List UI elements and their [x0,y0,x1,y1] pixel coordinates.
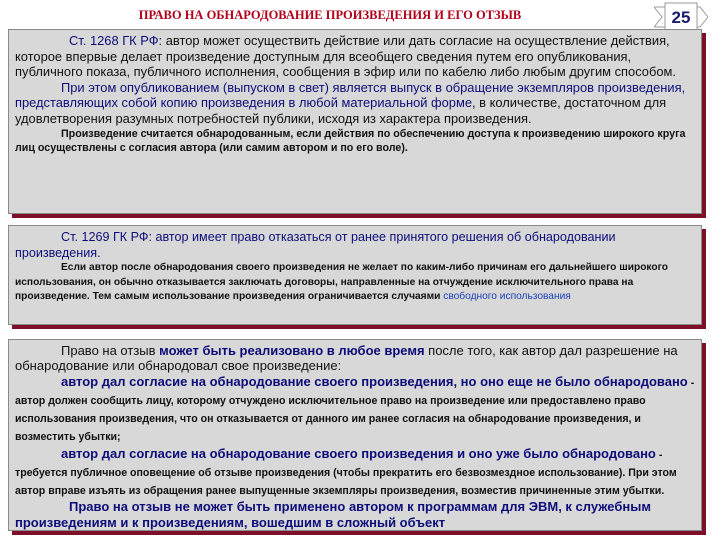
case-not-disclosed-text: - автор должен сообщить лицу, которому отчуждено исключительное право на произведение или предоставлено право использования произведения, что он отказывается от данного им ранее согласия на обнародование произведения, и возместить убытки; [15,377,695,444]
article-1269-explanation-text: Если автор после обнародования своего произведения не желает по каким-либо причинам его дальнейшего широкого использования, он обычно отказывается заключать договоры, направленные на отчуждение исключительного права на произведение. Тем самым использование произведения ограничивается случаями [15,262,668,303]
withdrawal-intro-c: после того, как автор дал разрешение на обнародование или обнародовал свое произведение: [15,343,678,374]
disclosure-note: Произведение считается обнародованным, если действия по обеспечению доступа к произведению широкого круга лиц осуществлены с согласия автора (или самим автором и по его воле). [15,127,686,154]
article-1268-box [8,29,702,214]
case-not-disclosed [15,373,695,445]
free-use-link[interactable]: свободного использования [443,291,571,303]
publication-definition-emphasis: При этом опубликованием (выпуском в свет) является выпуск в обращение экземпляров произведения, представляющих собой копию произведения в любой материальной форме [15,79,686,111]
publication-definition-paragraph [15,80,695,127]
article-1269-paragraph: Ст. 1269 ГК РФ: автор имеет право отказаться от ранее принятого решения об обнародовании произведения. [15,230,616,260]
article-1269-box [8,225,702,325]
page-title: ПРАВО НА ОБНАРОДОВАНИЕ ПРОИЗВЕДЕНИЯ И ЕГО ОТЗЫВ [138,8,522,22]
publication-definition-text: , в количестве, достаточном для удовлетворения разумных потребностей публики, исходя из характера произведения. [15,95,667,126]
article-1268-paragraph [15,33,695,80]
case-disclosed-head: автор дал согласие на обнародование своего произведения и оно уже было обнародовано [61,446,656,462]
article-1269-explanation [15,261,695,305]
withdrawal-intro-emphasis: может быть реализовано в любое время [159,343,425,358]
case-disclosed-text: - требуется публичное оповещение об отзыве произведения (чтобы прекратить его безвозмездное использование). При этом автор вправе изъять из обращения ранее выпущенные экземпляры произведения, возместив причиненные этим убытки. [15,449,677,498]
article-1268-label: Ст. 1268 ГК РФ: [69,33,163,48]
slide-number-badge [654,2,708,32]
withdrawal-right-box [8,339,702,531]
case-not-disclosed-head: автор дал согласие на обнародование своего произведения, но оно еще не было обнародовано [61,374,688,390]
withdrawal-intro-paragraph [15,343,695,373]
slide-number: 25 [671,8,691,27]
withdrawal-intro-a: Право на отзыв [61,343,160,358]
case-disclosed [15,445,695,499]
withdrawal-exceptions: Право на отзыв не может быть применено автором к программам для ЭВМ, к служебным произведениям и к произведениям, вошедшим в сложный объект [15,499,651,530]
article-1268-text: автор может осуществить действие или дать согласие на осуществление действия, которое впервые делает произведение доступным для всеобщего сведения путем его опубликования, публичного показа, публичного исполнения, сообщения в эфир или по кабелю либо любым другим способом. [15,33,676,80]
